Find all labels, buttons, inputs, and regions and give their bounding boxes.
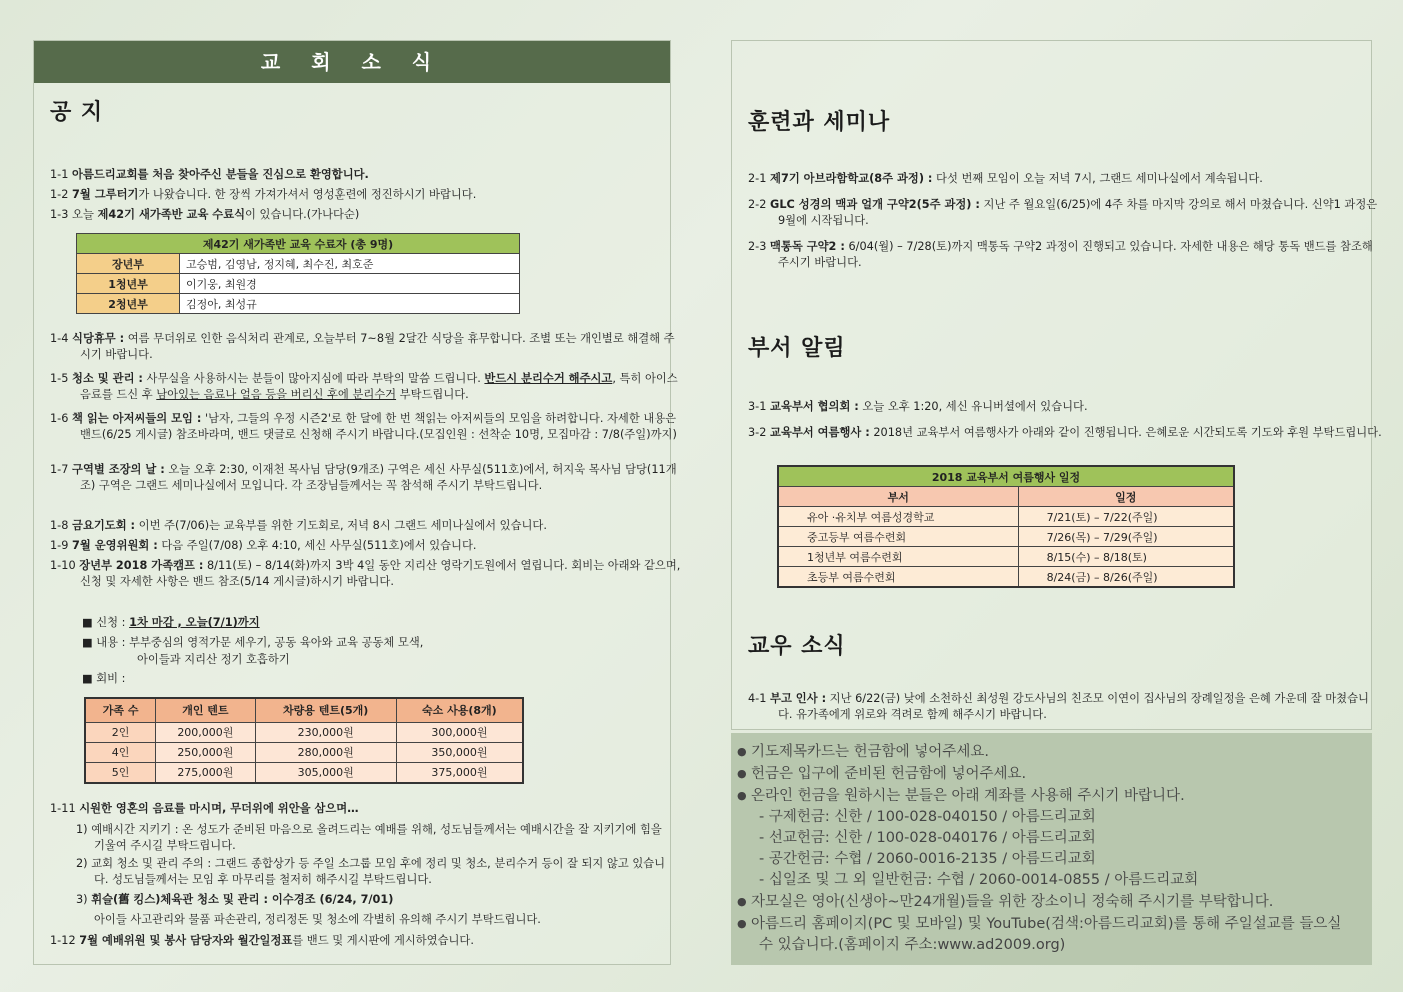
table-row: 4인 250,000원 280,000원 350,000원 xyxy=(85,742,523,762)
account-line: - 십일조 및 그 외 일반헌금: 수협 / 2060-0014-0855 / 아름드리교회 xyxy=(759,872,1199,888)
offering-line: ● 자모실은 영아(신생아~만24개월)들을 위한 장소이니 정숙해 주시기를 부탁합니다. xyxy=(737,894,1274,910)
table-row: 초등부 여름수련회 8/24(금) – 8/26(주일) xyxy=(778,567,1234,588)
table-row: 1청년부 여름수련회 8/15(수) – 8/18(토) xyxy=(778,547,1234,567)
notice-heading: 공 지 xyxy=(50,100,104,125)
notice-2-1: 2-1 제7기 아브라함학교(8주 과정) : 다섯 번째 모임이 오늘 저녁 7시, 그랜드 세미나실에서 계속됩니다. xyxy=(748,172,1263,185)
notice-1-11-sub1: 1) 예배시간 지키기 : 온 성도가 준비된 마음으로 올려드리는 예배를 위해, 성도님들께서는 예배시간을 잘 지키기에 힘을 기울여 주시길 부탁드립니다. xyxy=(76,823,662,852)
offering-line: ● 온라인 헌금을 원하시는 분들은 아래 계좌를 사용해 주시기 바랍니다. xyxy=(737,788,1185,804)
right-news-panel xyxy=(731,40,1382,730)
table-row: 중고등부 여름수련회 7/26(목) – 7/29(주일) xyxy=(778,527,1234,547)
camp-content-line2: 아이들과 지리산 정기 호흡하기 xyxy=(137,653,290,666)
camp-apply: ■ 신청 : 1차 마감 , 오늘(7/1)까지 xyxy=(82,616,260,629)
graduates-dept: 장년부 xyxy=(77,254,180,274)
notice-1-9: 1-9 7월 운영위원회 : 다음 주일(7/08) 오후 4:10, 세신 사무실(511호)에서 있습니다. xyxy=(50,539,477,552)
notice-1-6: 1-6 책 읽는 아저씨들의 모임 : '남자, 그들의 우정 시즌2'로 한 달에 한 번 책읽는 아저씨들의 모임을 하려합니다. 자세한 내용은 밴드(6/25 게시글) 참조바라며, 밴드 댓글로 신청해 주시기 바랍니다.(모집인원 : 선착순 10명, 모집마감 : 7/8(주일)까지) xyxy=(50,412,677,441)
graduates-table xyxy=(76,233,520,314)
notice-4-1: 4-1 부고 인사 : 지난 6/22(금) 낮에 소천하신 최성원 강도사님의 친조모 이연이 집사님의 장례일정을 은혜 가운데 잘 마쳤습니다. 유가족에게 위로와 격려로 함께 해주시기 바랍니다. xyxy=(748,692,1369,721)
schedule-header: 부서 xyxy=(778,487,1018,507)
graduates-dept: 1청년부 xyxy=(77,274,180,294)
schedule-title: 2018 교육부서 여름행사 일정 xyxy=(778,466,1234,487)
notice-2-3: 2-3 맥통독 구약2 : 6/04(월) – 7/28(토)까지 맥통독 구약2 과정이 진행되고 있습니다. 자세한 내용은 해당 통독 밴드를 참조해주시기 바랍니다. xyxy=(748,240,1373,269)
church-news-banner: 교 회 소 식 xyxy=(34,41,670,83)
table-row: 유아 ·유치부 여름성경학교 7/21(토) – 7/22(주일) xyxy=(778,507,1234,527)
church-news-panel xyxy=(33,40,681,965)
notice-1-12: 1-12 7월 예배위원 및 봉사 담당자와 월간일정표를 밴드 및 게시판에 게시하였습니다. xyxy=(50,934,474,947)
summer-schedule-table xyxy=(777,465,1235,588)
offering-info-box xyxy=(731,733,1372,965)
notice-1-4: 1-4 식당휴무 : 여름 무더위로 인한 음식처리 관계로, 오늘부터 7~8월 2달간 식당을 휴무합니다. 조별 또는 개인별로 해결해 주시기 바랍니다. xyxy=(50,332,675,361)
offering-line: ● 헌금은 입구에 준비된 헌금함에 넣어주세요. xyxy=(737,766,1027,782)
fee-header: 숙소 사용(8개) xyxy=(396,698,523,722)
notice-1-10: 1-10 장년부 2018 가족캠프 : 8/11(토) – 8/14(화)까지 3박 4일 동안 지리산 영락기도원에서 열립니다. 회비는 아래와 같으며, 신청 및 자세한 사항은 밴드 참조(5/14 게시글)하시기 바랍니다. xyxy=(50,559,681,588)
graduates-names: 이기웅, 최원경 xyxy=(180,274,520,294)
fee-header: 가족 수 xyxy=(85,698,156,722)
notice-1-3: 1-3 오늘 제42기 새가족반 교육 수료식이 있습니다.(가나다순) xyxy=(50,208,360,221)
notice-2-2: 2-2 GLC 성경의 맥과 얼개 구약2(5주 과정) : 지난 주 월요일(6/25)에 4주 차를 마지막 강의로 해서 마쳤습니다. 신약1 과정은 9월에 시작됩니다. xyxy=(748,198,1378,227)
notice-3-2: 3-2 교육부서 여름행사 : 2018년 교육부서 여름행사가 아래와 같이 진행됩니다. 은혜로운 시간되도록 기도와 후원 부탁드립니다. xyxy=(748,426,1382,439)
fee-header: 차량용 텐트(5개) xyxy=(255,698,396,722)
account-line: - 구제헌금: 신한 / 100-028-040150 / 아름드리교회 xyxy=(759,809,1096,825)
notice-1-7: 1-7 구역별 조장의 날 : 오늘 오후 2:30, 이재천 목사님 담당(9개조) 구역은 세신 사무실(511호)에서, 허지욱 목사님 담당(11개조) 구역은 그랜드 세미나실에서 모입니다. 각 조장님들께서는 꼭 참석해 주시기 부탁드립니다. xyxy=(50,463,677,492)
fee-table xyxy=(84,697,524,784)
offering-line: ● 아름드리 홈페이지(PC 및 모바일) 및 YouTube(검색:아름드리교회)를 통해 주일설교를 들으실 xyxy=(737,916,1342,932)
notice-1-8: 1-8 금요기도회 : 이번 주(7/06)는 교육부를 위한 기도회로, 저녁 8시 그랜드 세미나실에서 있습니다. xyxy=(50,519,547,532)
notice-1-11-sub3: 3) 휘슬(舊 킹스)체육관 청소 및 관리 : 이수경조 (6/24, 7/01) xyxy=(76,893,394,906)
offering-line: 수 있습니다.(홈페이지 주소:www.ad2009.org) xyxy=(759,937,1066,953)
notice-1-5: 1-5 청소 및 관리 : 사무실을 사용하시는 분들이 많아지심에 따라 부탁의 말씀 드립니다. 반드시 분리수거 해주시고, 특히 아이스음료를 드신 후 남아있는 음료나 얼음 등을 버리신 후에 분리수거 부탁드립니다. xyxy=(50,372,678,401)
graduates-names: 고승범, 김영남, 정지혜, 최수진, 최호준 xyxy=(180,254,520,274)
camp-fee: ■ 회비 : xyxy=(82,672,126,685)
table-row: 2인 200,000원 230,000원 300,000원 xyxy=(85,722,523,742)
notice-1-2: 1-2 7월 그루터기가 나왔습니다. 한 장씩 가져가셔서 영성훈련에 정진하시기 바랍니다. xyxy=(50,188,477,201)
notice-1-1: 1-1 아름드리교회를 처음 찾아주신 분들을 진심으로 환영합니다. xyxy=(50,168,369,181)
notice-1-11: 1-11 시원한 영혼의 음료를 마시며, 무더위에 위안을 삼으며… xyxy=(50,802,359,815)
table-row: 5인 275,000원 305,000원 375,000원 xyxy=(85,762,523,783)
training-heading: 훈련과 세미나 xyxy=(748,110,891,135)
notice-1-11-sub2: 2) 교회 청소 및 관리 주의 : 그랜드 종합상가 등 주일 소그룹 모임 후에 정리 및 청소, 분리수거 등이 잘 되지 않고 있습니다. 성도님들께서는 모임 후 마무리를 철저히 해주시길 부탁드립니다. xyxy=(76,857,666,886)
notice-3-1: 3-1 교육부서 협의회 : 오늘 오후 1:20, 세신 유니버셜에서 있습니다. xyxy=(748,400,1088,413)
graduates-dept: 2청년부 xyxy=(77,294,180,314)
members-heading: 교우 소식 xyxy=(748,634,846,659)
dept-heading: 부서 알림 xyxy=(748,336,846,361)
camp-content: ■ 내용 : 부부중심의 영적가문 세우기, 공동 육아와 교육 공동체 모색, xyxy=(82,636,424,649)
fee-header: 개인 텐트 xyxy=(156,698,255,722)
account-line: - 공간헌금: 수협 / 2060-0016-2135 / 아름드리교회 xyxy=(759,851,1096,867)
notice-1-11-sub3-text: 아이들 사고관리와 물품 파손관리, 정리정돈 및 청소에 각별히 유의해 주시기 부탁드립니다. xyxy=(94,913,541,926)
graduates-table-title: 제42기 새가족반 교육 수료자 (총 9명) xyxy=(77,234,520,254)
schedule-header: 일정 xyxy=(1018,487,1234,507)
graduates-names: 김정아, 최성규 xyxy=(180,294,520,314)
account-line: - 선교헌금: 신한 / 100-028-040176 / 아름드리교회 xyxy=(759,830,1096,846)
offering-line: ● 기도제목카드는 헌금함에 넣어주세요. xyxy=(737,744,989,760)
